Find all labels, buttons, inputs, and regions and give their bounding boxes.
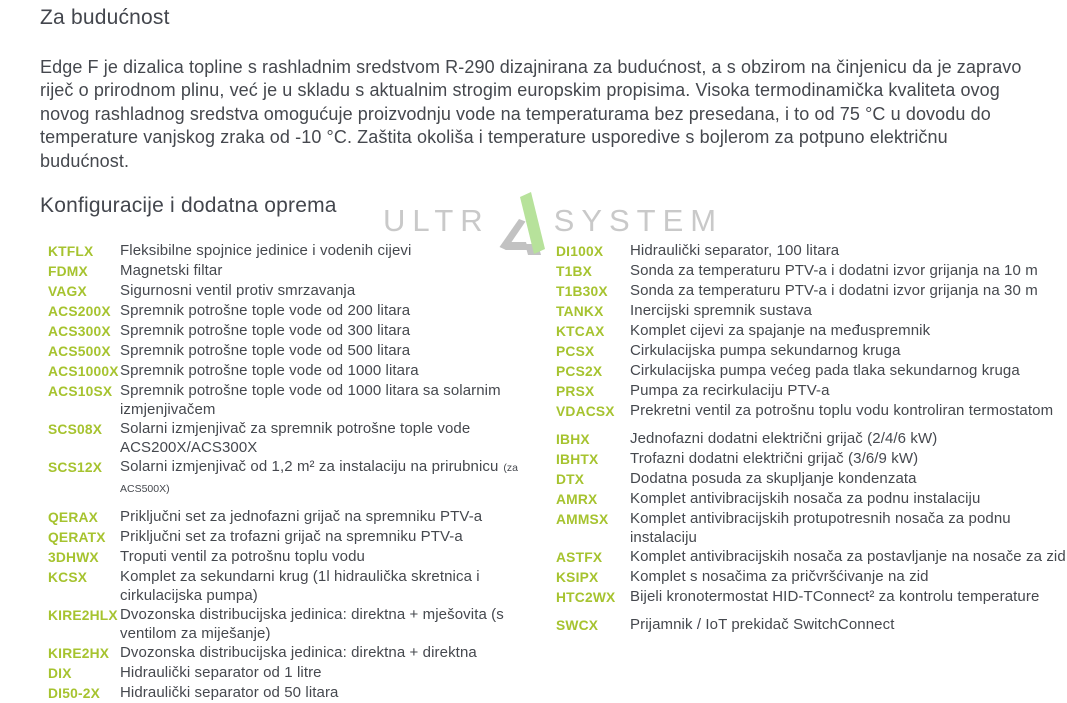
accessory-description-text: Sonda za temperaturu PTV-a i dodatni izvor grijanja na 30 m (630, 282, 1038, 299)
accessory-description (120, 361, 534, 381)
accessory-row (48, 301, 534, 321)
accessory-row (556, 449, 1066, 469)
accessory-description (120, 341, 534, 361)
accessory-description-text: Troputi ventil za potrošnu toplu vodu (120, 548, 365, 565)
accessory-description (120, 381, 534, 419)
accessory-description (120, 605, 534, 643)
accessory-row (48, 361, 534, 381)
accessory-description (630, 449, 1066, 469)
accessory-description (630, 401, 1066, 421)
accessory-description-text: Komplet za sekundarni krug (1l hidraulička skretnica i cirkulacijska pumpa) (120, 568, 480, 604)
accessory-code: HTC2WX (556, 590, 616, 605)
accessory-description-text: Cirkulacijska pumpa sekundarnog kruga (630, 342, 901, 359)
accessory-description (630, 489, 1066, 509)
accessory-description-text: Sigurnosni ventil protiv smrzavanja (120, 282, 356, 299)
accessory-description (630, 567, 1066, 587)
accessory-row (556, 567, 1066, 587)
accessory-description (120, 683, 534, 703)
accessory-code: VAGX (48, 284, 87, 299)
accessory-note: (za ACS500X) (120, 462, 518, 495)
accessory-code: ACS200X (48, 304, 111, 319)
accessory-description (120, 643, 534, 663)
accessory-row (556, 381, 1066, 401)
accessory-description (630, 429, 1066, 449)
accessory-row (556, 429, 1066, 449)
accessory-row (556, 615, 1066, 635)
accessory-description (120, 507, 534, 527)
accessory-description-text: Spremnik potrošne tople vode od 500 litara (120, 342, 411, 359)
accessory-description (630, 301, 1066, 321)
accessory-description (630, 241, 1066, 261)
accessory-code: IBHX (556, 432, 590, 447)
accessory-description (630, 615, 1066, 635)
accessory-code: KSIPX (556, 570, 599, 585)
accessory-code: KIRE2HX (48, 646, 110, 661)
accessory-row (556, 509, 1066, 547)
accessory-row (48, 281, 534, 301)
accessory-row (48, 419, 534, 457)
accessory-description-text: Priključni set za jednofazni grijač na spremniku PTV-a (120, 508, 483, 525)
accessory-row (48, 507, 534, 527)
accessory-description-text: Spremnik potrošne tople vode od 200 litara (120, 302, 411, 319)
accessory-description-text: Komplet cijevi za spajanje na međuspremnik (630, 322, 931, 339)
accessory-code: T1BX (556, 264, 593, 279)
watermark-text-ultr: ULTR (383, 203, 490, 238)
accessory-row (48, 663, 534, 683)
accessory-code: PCSX (556, 344, 595, 359)
accessory-description-text: Magnetski filtar (120, 262, 223, 279)
accessory-description (120, 241, 534, 261)
accessory-code: KIRE2HLX (48, 608, 118, 623)
accessory-code: SCS12X (48, 460, 103, 475)
accessory-description (120, 281, 534, 301)
accessory-row (556, 321, 1066, 341)
accessory-row (48, 241, 534, 261)
accessory-description-text: Dvozonska distribucijska jedinica: direktna + mješovita (s ventilom za miješanje) (120, 606, 504, 642)
accessory-description (630, 281, 1066, 301)
accessory-description (630, 341, 1066, 361)
accessory-description (120, 301, 534, 321)
accessory-row (556, 587, 1066, 607)
accessory-row (48, 341, 534, 361)
accessory-code: KTFLX (48, 244, 94, 259)
accessory-code: AMRX (556, 492, 598, 507)
accessory-code: KTCAX (556, 324, 605, 339)
accessory-code: ASTFX (556, 550, 603, 565)
accessory-code: ACS500X (48, 344, 111, 359)
accessory-description-text: Hidraulički separator, 100 litara (630, 242, 840, 259)
accessory-description (120, 419, 534, 457)
accessory-description-text: Komplet s nosačima za pričvršćivanje na zid (630, 568, 929, 585)
accessory-row (48, 261, 534, 281)
accessory-row (48, 547, 534, 567)
accessory-row (48, 605, 534, 643)
accessory-row (48, 457, 534, 499)
accessory-description-text: Dodatna posuda za skupljanje kondenzata (630, 470, 917, 487)
accessory-row (556, 301, 1066, 321)
accessory-code: ACS300X (48, 324, 111, 339)
accessory-description (120, 527, 534, 547)
accessory-row (556, 241, 1066, 261)
accessory-description-text: Spremnik potrošne tople vode od 1000 litara sa solarnim izmjenjivačem (120, 382, 501, 418)
accessory-row (556, 547, 1066, 567)
accessory-code: DI50-2X (48, 686, 101, 701)
accessory-description-text: Komplet antivibracijskih nosača za postavljanje na nosače za zid (630, 548, 1066, 565)
accessory-row (48, 643, 534, 663)
accessory-list-left (48, 241, 534, 703)
accessory-description-text: Sonda za temperaturu PTV-a i dodatni izvor grijanja na 10 m (630, 262, 1038, 279)
accessory-description (630, 261, 1066, 281)
accessory-code: ACS1000X (48, 364, 119, 379)
accessory-code: 3DHWX (48, 550, 99, 565)
accessory-description-text: Hidraulički separator od 50 litara (120, 684, 339, 701)
accessory-description (120, 457, 534, 499)
accessory-description-text: Dvozonska distribucijska jedinica: direktna + direktna (120, 644, 477, 661)
accessory-description-text: Bijeli kronotermostat HID-TConnect² za kontrolu temperature (630, 588, 1040, 605)
accessory-code: PRSX (556, 384, 595, 399)
accessory-row (556, 489, 1066, 509)
accessory-code: FDMX (48, 264, 88, 279)
accessory-description-text: Prekretni ventil za potrošnu toplu vodu kontroliran termostatom (630, 402, 1054, 419)
accessory-description-text: Hidraulički separator od 1 litre (120, 664, 322, 681)
accessory-code: AMMSX (556, 512, 609, 527)
accessory-row (556, 469, 1066, 489)
accessory-description-text: Solarni izmjenjivač za spremnik potrošne tople vode ACS200X/ACS300X (120, 420, 471, 456)
accessory-description (120, 567, 534, 605)
accessory-row (556, 401, 1066, 421)
accessory-row (48, 527, 534, 547)
accessory-description (630, 361, 1066, 381)
accessory-description-text: Priključni set za trofazni grijač na spremniku PTV-a (120, 528, 463, 545)
accessory-description-text: Fleksibilne spojnice jedinice i vodenih cijevi (120, 242, 412, 259)
accessory-description-text: Spremnik potrošne tople vode od 300 litara (120, 322, 411, 339)
accessory-description (630, 547, 1066, 567)
accessory-row (48, 567, 534, 605)
accessory-description-text: Trofazni dodatni električni grijač (3/6/9 kW) (630, 450, 919, 467)
watermark-text-system: SYSTEM (553, 203, 724, 238)
accessory-code: DI100X (556, 244, 604, 259)
section-title: Konfiguracije i dodatna oprema (40, 194, 337, 217)
intro-paragraph: Edge F je dizalica topline s rashladnim sredstvom R-290 dizajnirana za budućnost, a s obzirom na činjenicu da je zapravo riječ o prirodnom plinu, već je u skladu s aktualnim strogim europskim propisima. Visoka termodinamička kvaliteta ovog novog rashladnog sredstva omogućuje proizvodnju vode na temperaturama bez presedana, i to od 75 °C u dovodu do temperature vanjskog zraka od -10 °C. Zaštita okoliša i temperature usporedive s bojlerom za potpuno električnu budućnost. (40, 57, 1022, 171)
accessory-description-text: Cirkulacijska pumpa većeg pada tlaka sekundarnog kruga (630, 362, 1020, 379)
accessory-description (630, 509, 1066, 547)
accessory-list-right (556, 241, 1066, 635)
accessory-code: IBHTX (556, 452, 599, 467)
accessory-code: KCSX (48, 570, 88, 585)
accessory-code: DTX (556, 472, 585, 487)
accessory-description-text: Komplet antivibracijskih protupotresnih nosača za podnu instalaciju (630, 510, 1011, 546)
accessory-row (556, 341, 1066, 361)
accessory-description (630, 587, 1066, 607)
accessory-code: PCS2X (556, 364, 603, 379)
accessory-code: SWCX (556, 618, 599, 633)
accessory-description-text: Pumpa za recirkulaciju PTV-a (630, 382, 830, 399)
accessory-row (48, 381, 534, 419)
accessory-description (630, 321, 1066, 341)
accessory-code: VDACSX (556, 404, 615, 419)
accessory-description-text: Inercijski spremnik sustava (630, 302, 812, 319)
accessory-row (48, 321, 534, 341)
accessory-code: QERAX (48, 510, 99, 525)
accessory-row (556, 281, 1066, 301)
accessory-code: DIX (48, 666, 72, 681)
accessory-description-text: Prijamnik / IoT prekidač SwitchConnect (630, 616, 895, 633)
accessory-code: ACS10SX (48, 384, 113, 399)
page-title: Za budućnost (40, 6, 170, 29)
accessory-row (556, 261, 1066, 281)
accessory-description (120, 321, 534, 341)
accessory-row (48, 683, 534, 703)
accessory-code: T1B30X (556, 284, 608, 299)
accessory-description (630, 469, 1066, 489)
accessory-description (120, 663, 534, 683)
accessory-description-text: Jednofazni dodatni električni grijač (2/4/6 kW) (630, 430, 938, 447)
accessory-code: QERATX (48, 530, 106, 545)
accessory-description (630, 381, 1066, 401)
accessory-description-text: Komplet antivibracijskih nosača za podnu instalaciju (630, 490, 981, 507)
accessory-description-text: Solarni izmjenjivač od 1,2 m² za instalaciju na prirubnicu (120, 458, 499, 475)
accessory-description-text: Spremnik potrošne tople vode od 1000 litara (120, 362, 419, 379)
accessory-code: SCS08X (48, 422, 103, 437)
accessory-row (556, 361, 1066, 381)
accessory-description (120, 547, 534, 567)
accessory-code: TANKX (556, 304, 604, 319)
accessory-description (120, 261, 534, 281)
